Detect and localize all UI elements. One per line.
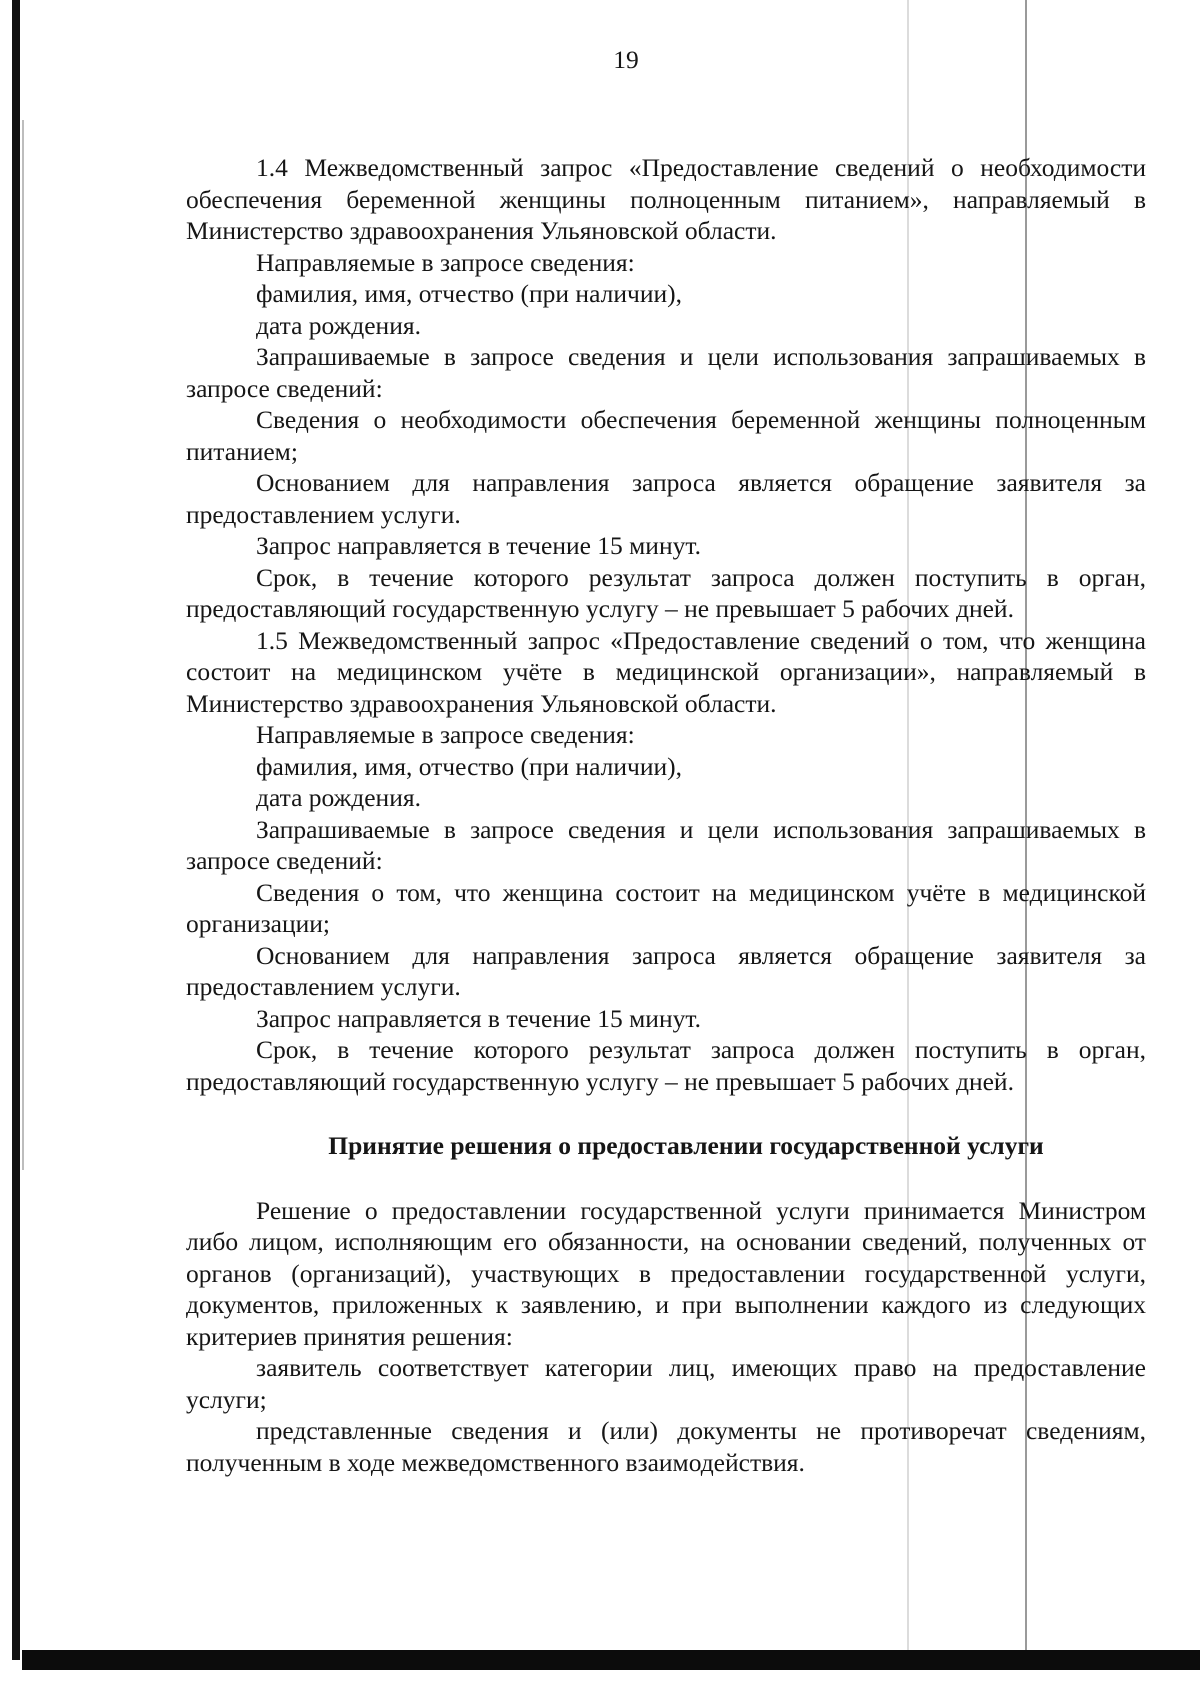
requested-data-value: Сведения о том, что женщина состоит на медицинском учёте в медицинской организации; xyxy=(186,877,1146,938)
request-send-time: Запрос направляется в течение 15 минут. xyxy=(256,531,701,560)
sent-data-label: Направляемые в запросе сведения: xyxy=(256,720,635,749)
requested-data-label: Запрашиваемые в запросе сведения и цели использования запрашиваемых в запросе сведений: xyxy=(186,814,1146,875)
decision-criterion: представленные сведения и (или) документы не противоречат сведениям, полученным в ходе межведомственного взаимодействия. xyxy=(186,1416,1146,1477)
scan-bottom-edge xyxy=(22,1650,1200,1670)
section-1-4 xyxy=(186,152,1146,625)
decision-criterion: заявитель соответствует категории лиц, имеющих право на предоставление услуги; xyxy=(186,1353,1146,1414)
section-title-paragraph: 1.5 Межведомственный запрос «Предоставление сведений о том, что женщина состоит на медицинском учёте в медицинской организации», направляемый в Министерство здравоохранения Ульяновской области. xyxy=(186,625,1146,718)
request-basis: Основанием для направления запроса является обращение заявителя за предоставлением услуги. xyxy=(186,468,1146,529)
page-number: 19 xyxy=(613,45,639,74)
sent-data-item: фамилия, имя, отчество (при наличии), xyxy=(256,751,682,781)
sent-data-item: дата рождения. xyxy=(256,310,421,340)
decision-intro: Решение о предоставлении государственной услуги принимается Министром либо лицом, исполняющим его обязанности, на основании сведений, полученных от органов (организаций), участвующих в предоставлении государственной услуги, документов, приложенных к заявлению, и при выполнении каждого из следующих критериев принятия решения: xyxy=(186,1195,1146,1351)
request-basis: Основанием для направления запроса является обращение заявителя за предоставлением услуги. xyxy=(186,940,1146,1001)
sent-data-item: дата рождения. xyxy=(256,783,421,812)
scan-left-shadow xyxy=(22,120,24,1170)
document-page xyxy=(186,40,1146,1478)
sent-data-label: Направляемые в запросе сведения: xyxy=(256,247,635,277)
section-1-5 xyxy=(186,625,1146,1098)
decision-heading: Принятие решения о предоставлении государственной услуги xyxy=(328,1131,1044,1160)
requested-data-value: Сведения о необходимости обеспечения беременной женщины полноценным питанием; xyxy=(186,405,1146,466)
requested-data-label: Запрашиваемые в запросе сведения и цели использования запрашиваемых в запросе сведений: xyxy=(186,342,1146,403)
request-deadline: Срок, в течение которого результат запроса должен поступить в орган, предоставляющий государственную услугу – не превышает 5 рабочих дней. xyxy=(186,1035,1146,1096)
decision-section xyxy=(186,1195,1146,1479)
section-title-paragraph: 1.4 Межведомственный запрос «Предоставление сведений о необходимости обеспечения беременной женщины полноценным питанием», направляемый в Министерство здравоохранения Ульяновской области. xyxy=(186,153,1146,245)
request-send-time: Запрос направляется в течение 15 минут. xyxy=(256,1003,701,1033)
sent-data-item: фамилия, имя, отчество (при наличии), xyxy=(256,279,682,308)
request-deadline: Срок, в течение которого результат запроса должен поступить в орган, предоставляющий государственную услугу – не превышает 5 рабочих дней. xyxy=(186,562,1146,623)
scan-left-edge xyxy=(12,0,20,1660)
